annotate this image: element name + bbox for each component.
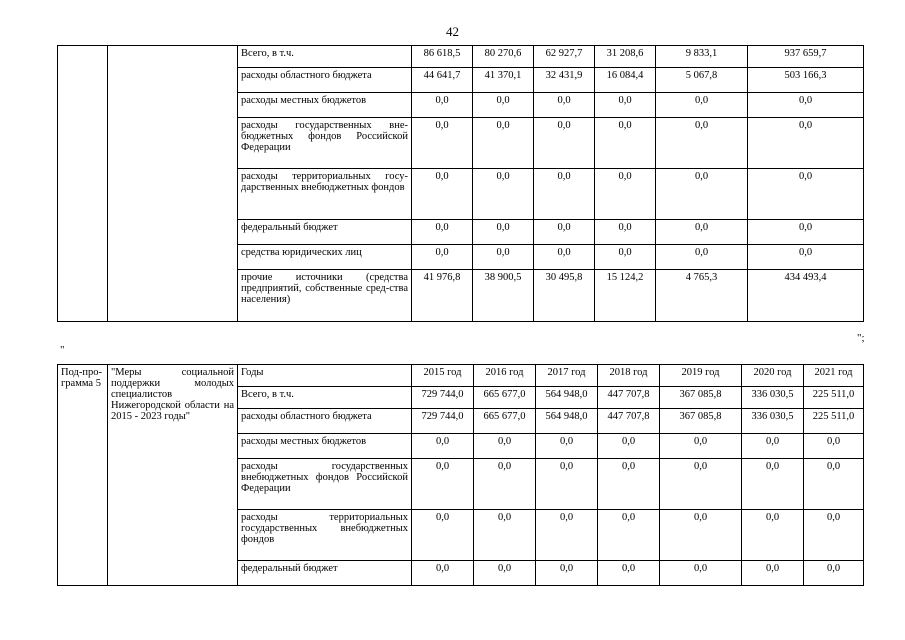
subprogram-name: "Меры социальной поддержки молодых специалистов Нижегородской области на 2015 - 2023 годы" <box>108 365 238 586</box>
value-cell: 225 511,0 <box>804 409 864 434</box>
value-cell: 0,0 <box>660 561 742 586</box>
value-cell: 0,0 <box>656 245 748 270</box>
value-cell: 367 085,8 <box>660 409 742 434</box>
closing-quote-mark: "; <box>857 332 865 344</box>
year-header: 2018 год <box>598 365 660 387</box>
value-cell: 729 744,0 <box>412 387 474 409</box>
table-row <box>58 46 864 68</box>
value-cell: 86 618,5 <box>412 46 473 68</box>
blank-name-cell <box>108 46 238 322</box>
value-cell: 447 707,8 <box>598 387 660 409</box>
value-cell: 41 370,1 <box>473 68 534 93</box>
value-cell: 0,0 <box>534 245 595 270</box>
value-cell: 9 833,1 <box>656 46 748 68</box>
value-cell: 0,0 <box>742 459 804 510</box>
value-cell: 0,0 <box>742 510 804 561</box>
value-cell: 0,0 <box>804 434 864 459</box>
value-cell: 0,0 <box>536 434 598 459</box>
year-header: 2020 год <box>742 365 804 387</box>
row-label: средства юридических лиц <box>238 245 412 270</box>
row-label: Всего, в т.ч. <box>238 387 412 409</box>
row-label: Всего, в т.ч. <box>238 46 412 68</box>
value-cell: 0,0 <box>474 561 536 586</box>
value-cell: 367 085,8 <box>660 387 742 409</box>
value-cell: 16 084,4 <box>595 68 656 93</box>
value-cell: 0,0 <box>473 245 534 270</box>
value-cell: 564 948,0 <box>536 409 598 434</box>
row-label: расходы местных бюджетов <box>238 93 412 118</box>
value-cell: 434 493,4 <box>748 270 864 322</box>
value-cell: 447 707,8 <box>598 409 660 434</box>
value-cell: 0,0 <box>474 510 536 561</box>
value-cell: 0,0 <box>804 510 864 561</box>
value-cell: 0,0 <box>656 169 748 220</box>
value-cell: 0,0 <box>474 434 536 459</box>
value-cell: 44 641,7 <box>412 68 473 93</box>
value-cell: 0,0 <box>656 93 748 118</box>
value-cell: 0,0 <box>412 245 473 270</box>
value-cell: 0,0 <box>660 434 742 459</box>
value-cell: 0,0 <box>534 93 595 118</box>
value-cell: 0,0 <box>748 245 864 270</box>
value-cell: 4 765,3 <box>656 270 748 322</box>
row-label: расходы территориальных государственных внебюджетных фондов <box>238 510 412 561</box>
value-cell: 0,0 <box>748 169 864 220</box>
row-label: расходы государственных вне-бюджетных фондов Российской Федерации <box>238 118 412 169</box>
value-cell: 0,0 <box>660 510 742 561</box>
value-cell: 336 030,5 <box>742 387 804 409</box>
year-header: 2016 год <box>474 365 536 387</box>
value-cell: 0,0 <box>748 118 864 169</box>
value-cell: 0,0 <box>598 459 660 510</box>
value-cell: 80 270,6 <box>473 46 534 68</box>
row-label: расходы областного бюджета <box>238 409 412 434</box>
value-cell: 0,0 <box>660 459 742 510</box>
value-cell: 0,0 <box>595 220 656 245</box>
value-cell: 0,0 <box>534 220 595 245</box>
blank-code-cell <box>58 46 108 322</box>
value-cell: 5 067,8 <box>656 68 748 93</box>
year-header: 2015 год <box>412 365 474 387</box>
value-cell: 0,0 <box>473 169 534 220</box>
value-cell: 0,0 <box>742 561 804 586</box>
value-cell: 62 927,7 <box>534 46 595 68</box>
value-cell: 0,0 <box>804 561 864 586</box>
value-cell: 0,0 <box>412 118 473 169</box>
value-cell: 0,0 <box>804 459 864 510</box>
value-cell: 0,0 <box>595 169 656 220</box>
value-cell: 0,0 <box>534 118 595 169</box>
value-cell: 31 208,6 <box>595 46 656 68</box>
value-cell: 665 677,0 <box>474 387 536 409</box>
value-cell: 564 948,0 <box>536 387 598 409</box>
value-cell: 30 495,8 <box>534 270 595 322</box>
value-cell: 0,0 <box>748 220 864 245</box>
row-label: расходы местных бюджетов <box>238 434 412 459</box>
value-cell: 0,0 <box>598 434 660 459</box>
row-label: расходы областного бюджета <box>238 68 412 93</box>
value-cell: 225 511,0 <box>804 387 864 409</box>
row-label: федеральный бюджет <box>238 561 412 586</box>
value-cell: 0,0 <box>536 561 598 586</box>
row-label: федеральный бюджет <box>238 220 412 245</box>
value-cell: 937 659,7 <box>748 46 864 68</box>
value-cell: 32 431,9 <box>534 68 595 93</box>
years-header-label: Годы <box>238 365 412 387</box>
header-row <box>58 365 864 387</box>
value-cell: 0,0 <box>412 434 474 459</box>
value-cell: 0,0 <box>748 93 864 118</box>
value-cell: 0,0 <box>473 118 534 169</box>
value-cell: 0,0 <box>534 169 595 220</box>
value-cell: 15 124,2 <box>595 270 656 322</box>
year-header: 2021 год <box>804 365 864 387</box>
value-cell: 0,0 <box>598 561 660 586</box>
value-cell: 0,0 <box>412 93 473 118</box>
value-cell: 0,0 <box>412 561 474 586</box>
funding-table-continued <box>57 45 864 322</box>
value-cell: 41 976,8 <box>412 270 473 322</box>
value-cell: 0,0 <box>656 118 748 169</box>
value-cell: 0,0 <box>536 510 598 561</box>
row-label: расходы территориальных госу-дарственных внебюджетных фондов <box>238 169 412 220</box>
value-cell: 729 744,0 <box>412 409 474 434</box>
value-cell: 0,0 <box>595 118 656 169</box>
value-cell: 0,0 <box>595 245 656 270</box>
value-cell: 336 030,5 <box>742 409 804 434</box>
value-cell: 38 900,5 <box>473 270 534 322</box>
value-cell: 0,0 <box>536 459 598 510</box>
value-cell: 0,0 <box>474 459 536 510</box>
value-cell: 0,0 <box>598 510 660 561</box>
value-cell: 0,0 <box>412 169 473 220</box>
row-label: расходы государственных внебюджетных фондов Российской Федерации <box>238 459 412 510</box>
value-cell: 503 166,3 <box>748 68 864 93</box>
value-cell: 0,0 <box>412 510 474 561</box>
page-number: 42 <box>446 24 459 39</box>
value-cell: 0,0 <box>473 93 534 118</box>
subprogram-code: Под-про-грамма 5 <box>58 365 108 586</box>
value-cell: 0,0 <box>742 434 804 459</box>
value-cell: 0,0 <box>412 220 473 245</box>
value-cell: 665 677,0 <box>474 409 536 434</box>
row-label: прочие источники (средства предприятий, собственные сред-ства населения) <box>238 270 412 322</box>
value-cell: 0,0 <box>412 459 474 510</box>
year-header: 2019 год <box>660 365 742 387</box>
value-cell: 0,0 <box>656 220 748 245</box>
year-header: 2017 год <box>536 365 598 387</box>
value-cell: 0,0 <box>473 220 534 245</box>
opening-quote-mark: " <box>60 344 65 356</box>
value-cell: 0,0 <box>595 93 656 118</box>
subprogram-5-table <box>57 364 864 586</box>
